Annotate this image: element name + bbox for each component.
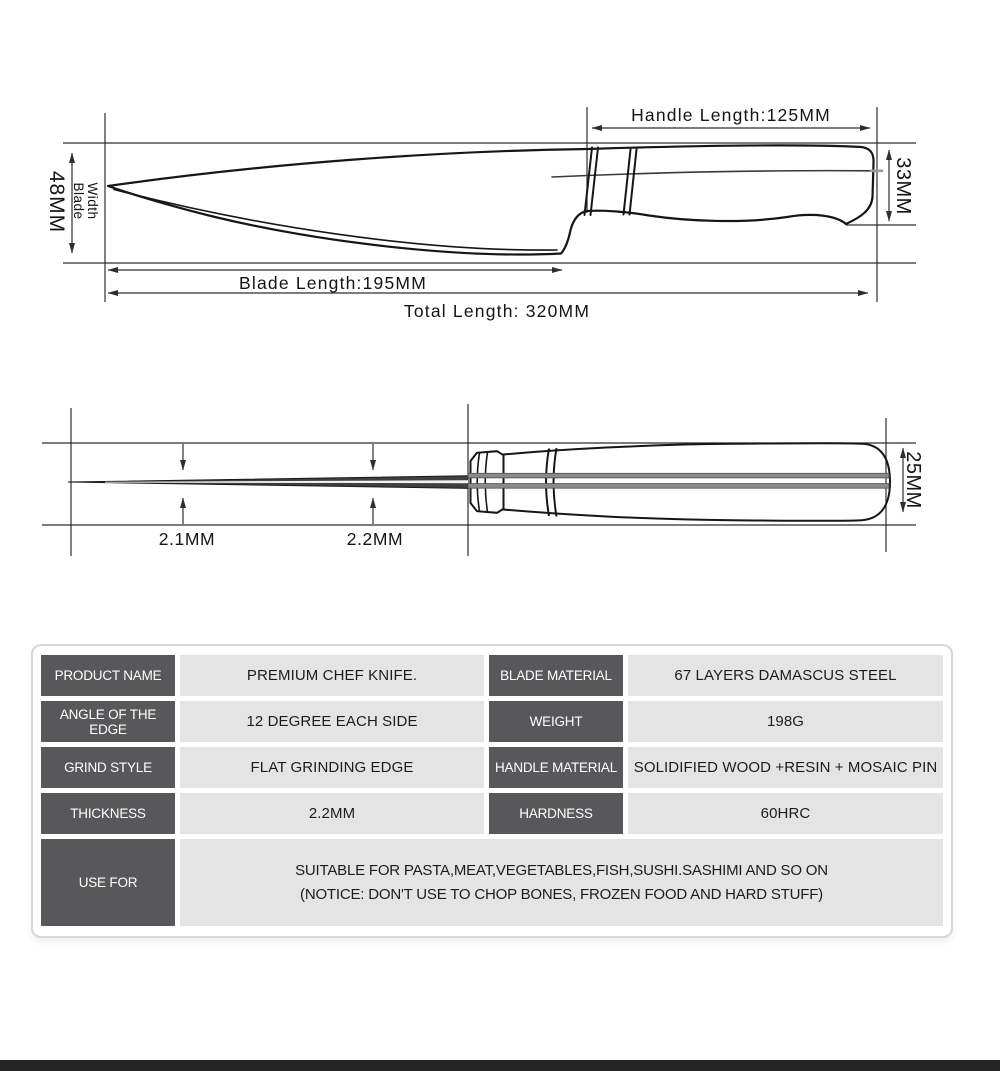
knife-outline — [108, 145, 874, 254]
spine-thickness-front-label: 2.1MM — [158, 529, 216, 549]
handle-width-label: 25MM — [902, 451, 924, 509]
total-length-label: Total Length: 320MM — [403, 301, 591, 321]
blade-length-label: Blade Length:195MM — [239, 273, 427, 293]
spec-value-product-name: PREMIUM CHEF KNIFE. — [180, 655, 484, 696]
spec-value-blade-material: 67 LAYERS DAMASCUS STEEL — [628, 655, 943, 696]
spec-label-product-name: PRODUCT NAME — [41, 655, 175, 696]
bottom-bar — [0, 1060, 1000, 1071]
spec-table — [31, 644, 953, 938]
spec-value-handle-material: SOLIDIFIED WOOD +RESIN + MOSAIC PIN — [628, 747, 943, 788]
blade-width-caption-line1: Blade — [71, 182, 86, 220]
spec-label-handle-material: HANDLE MATERIAL — [489, 747, 623, 788]
tang-strips — [468, 473, 889, 488]
handle-seam-line — [552, 171, 871, 177]
spec-value-angle-of-edge: 12 DEGREE EACH SIDE — [180, 701, 484, 742]
bolster-lines — [585, 148, 637, 216]
spine-thickness-back-label: 2.2MM — [346, 529, 404, 549]
spec-value-grind-style: FLAT GRINDING EDGE — [180, 747, 484, 788]
spec-label-thickness: THICKNESS — [41, 793, 175, 834]
handle-height-label: 33MM — [892, 157, 914, 215]
spec-value-use-for — [180, 839, 943, 926]
spec-label-angle-of-edge: ANGLE OF THE EDGE — [41, 701, 175, 742]
knife-side-view — [108, 145, 882, 254]
handle-top-outline — [503, 443, 890, 521]
edge-bevel-line — [114, 190, 557, 251]
use-for-line1: SUITABLE FOR PASTA,MEAT,VEGETABLES,FISH,SUSHI.SASHIMI AND SO ON — [295, 862, 828, 879]
handle-length-label: Handle Length:125MM — [631, 105, 831, 125]
knife-top-view — [68, 443, 890, 521]
spec-label-blade-material: BLADE MATERIAL — [489, 655, 623, 696]
spec-value-thickness: 2.2MM — [180, 793, 484, 834]
use-for-line2: (NOTICE: DON'T USE TO CHOP BONES, FROZEN FOOD AND HARD STUFF) — [300, 886, 823, 903]
blade-width-value: 48MM — [45, 170, 68, 234]
spec-label-hardness: HARDNESS — [489, 793, 623, 834]
spec-value-hardness: 60HRC — [628, 793, 943, 834]
spec-label-weight: WEIGHT — [489, 701, 623, 742]
spec-label-use-for: USE FOR — [41, 839, 175, 926]
spec-value-weight: 198G — [628, 701, 943, 742]
spec-label-grind-style: GRIND STYLE — [41, 747, 175, 788]
ferrule-joint-lines — [546, 448, 557, 517]
blade-width-caption-line2: Width — [85, 182, 100, 220]
